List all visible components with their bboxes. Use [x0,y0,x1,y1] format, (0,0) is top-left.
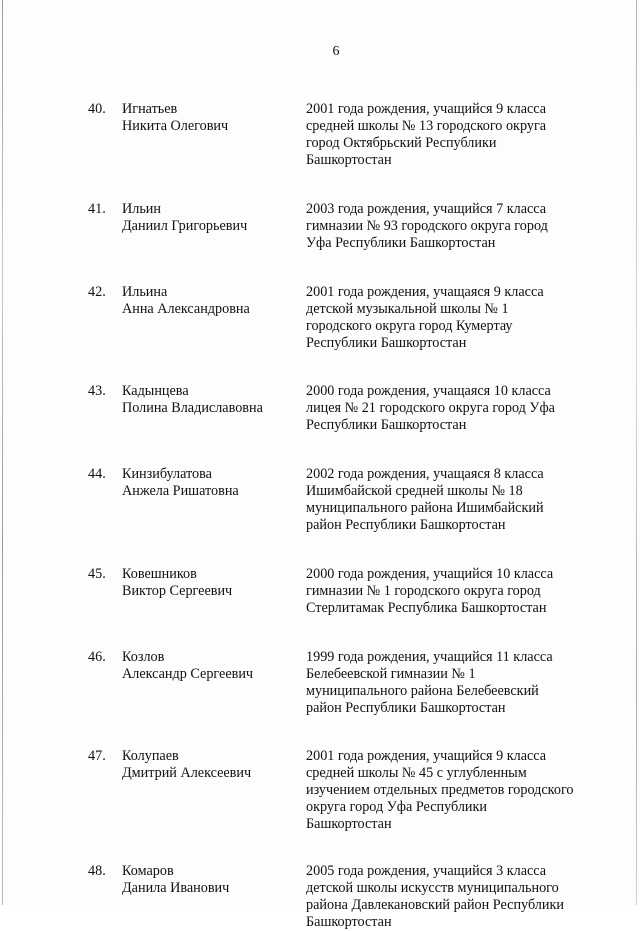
list-item [88,863,598,931]
entry-surname: Ильина [122,284,168,300]
entry-description: 2001 года рождения, учащийся 9 класса средней школы № 13 городского округа город Октябрьский Республики Башкортостан [306,101,547,168]
entry-given-name: Никита Олегович [122,118,229,134]
list-item [88,201,598,252]
list-item [88,748,598,833]
list-item [88,383,598,434]
entry-description: 2005 года рождения, учащийся 3 класса детской школы искусств муниципального района Давлекановский район Республики Башкортостан [306,863,564,930]
entry-number: 42. [88,284,106,300]
entry-name [122,649,306,717]
entry-description: 1999 года рождения, учащийся 11 класса Белебеевской гимназии № 1 муниципального района Белебеевский район Республики Башкортостан [306,649,553,716]
scan-edge-left [2,0,3,905]
entry-name [122,284,306,352]
entry-surname: Игнатьев [122,101,178,117]
entry-number: 46. [88,649,106,665]
entry-given-name: Анжела Ришатовна [122,483,239,499]
entry-name [122,201,306,252]
entry-given-name: Дмитрий Алексеевич [122,765,252,781]
entry-list [88,101,598,931]
entry-number: 40. [88,101,106,117]
list-item [88,101,598,169]
entry-surname: Колупаев [122,748,179,764]
entry-description: 2002 года рождения, учащаяся 8 класса Ишимбайской средней школы № 18 муниципального района Ишимбайский район Республики Башкортостан [306,466,544,533]
list-item [88,466,598,534]
entry-description: 2001 года рождения, учащийся 9 класса средней школы № 45 с углубленным изучением отдельных предметов городского округа город Уфа Республики Башкортостан [306,748,574,832]
entry-surname: Кинзибулатова [122,466,212,482]
entry-given-name: Анна Александровна [122,301,250,317]
entry-description: 2000 года рождения, учащаяся 10 класса лицея № 21 городского округа город Уфа Республики Башкортостан [306,383,555,433]
entry-surname: Ковешников [122,566,197,582]
scan-edge-right [636,0,637,905]
entry-given-name: Даниил Григорьевич [122,218,248,234]
entry-number: 45. [88,566,106,582]
entry-surname: Комаров [122,863,174,879]
entry-given-name: Виктор Сергеевич [122,583,233,599]
entry-name [122,383,306,434]
page-number: 6 [332,44,340,59]
entry-description: 2001 года рождения, учащаяся 9 класса детской музыкальной школы № 1 городского округа город Кумертау Республики Башкортостан [306,284,544,351]
list-item [88,284,598,352]
entry-number: 47. [88,748,106,764]
entry-name [122,748,306,833]
entry-name [122,566,306,617]
entry-description: 2000 года рождения, учащийся 10 класса гимназии № 1 городского округа город Стерлитамак Республика Башкортостан [306,566,554,616]
entry-number: 44. [88,466,106,482]
entry-surname: Кадынцева [122,383,189,399]
entry-number: 48. [88,863,106,879]
list-item [88,566,598,617]
entry-surname: Ильин [122,201,161,217]
entry-given-name: Данила Иванович [122,880,230,896]
entry-name [122,863,306,931]
entry-number: 41. [88,201,106,217]
entry-description: 2003 года рождения, учащийся 7 класса гимназии № 93 городского округа город Уфа Республики Башкортостан [306,201,548,251]
entry-surname: Козлов [122,649,165,665]
entry-name [122,101,306,169]
entry-number: 43. [88,383,106,399]
entry-given-name: Александр Сергеевич [122,666,254,682]
list-item [88,649,598,717]
entry-given-name: Полина Владиславовна [122,400,263,416]
entry-name [122,466,306,534]
